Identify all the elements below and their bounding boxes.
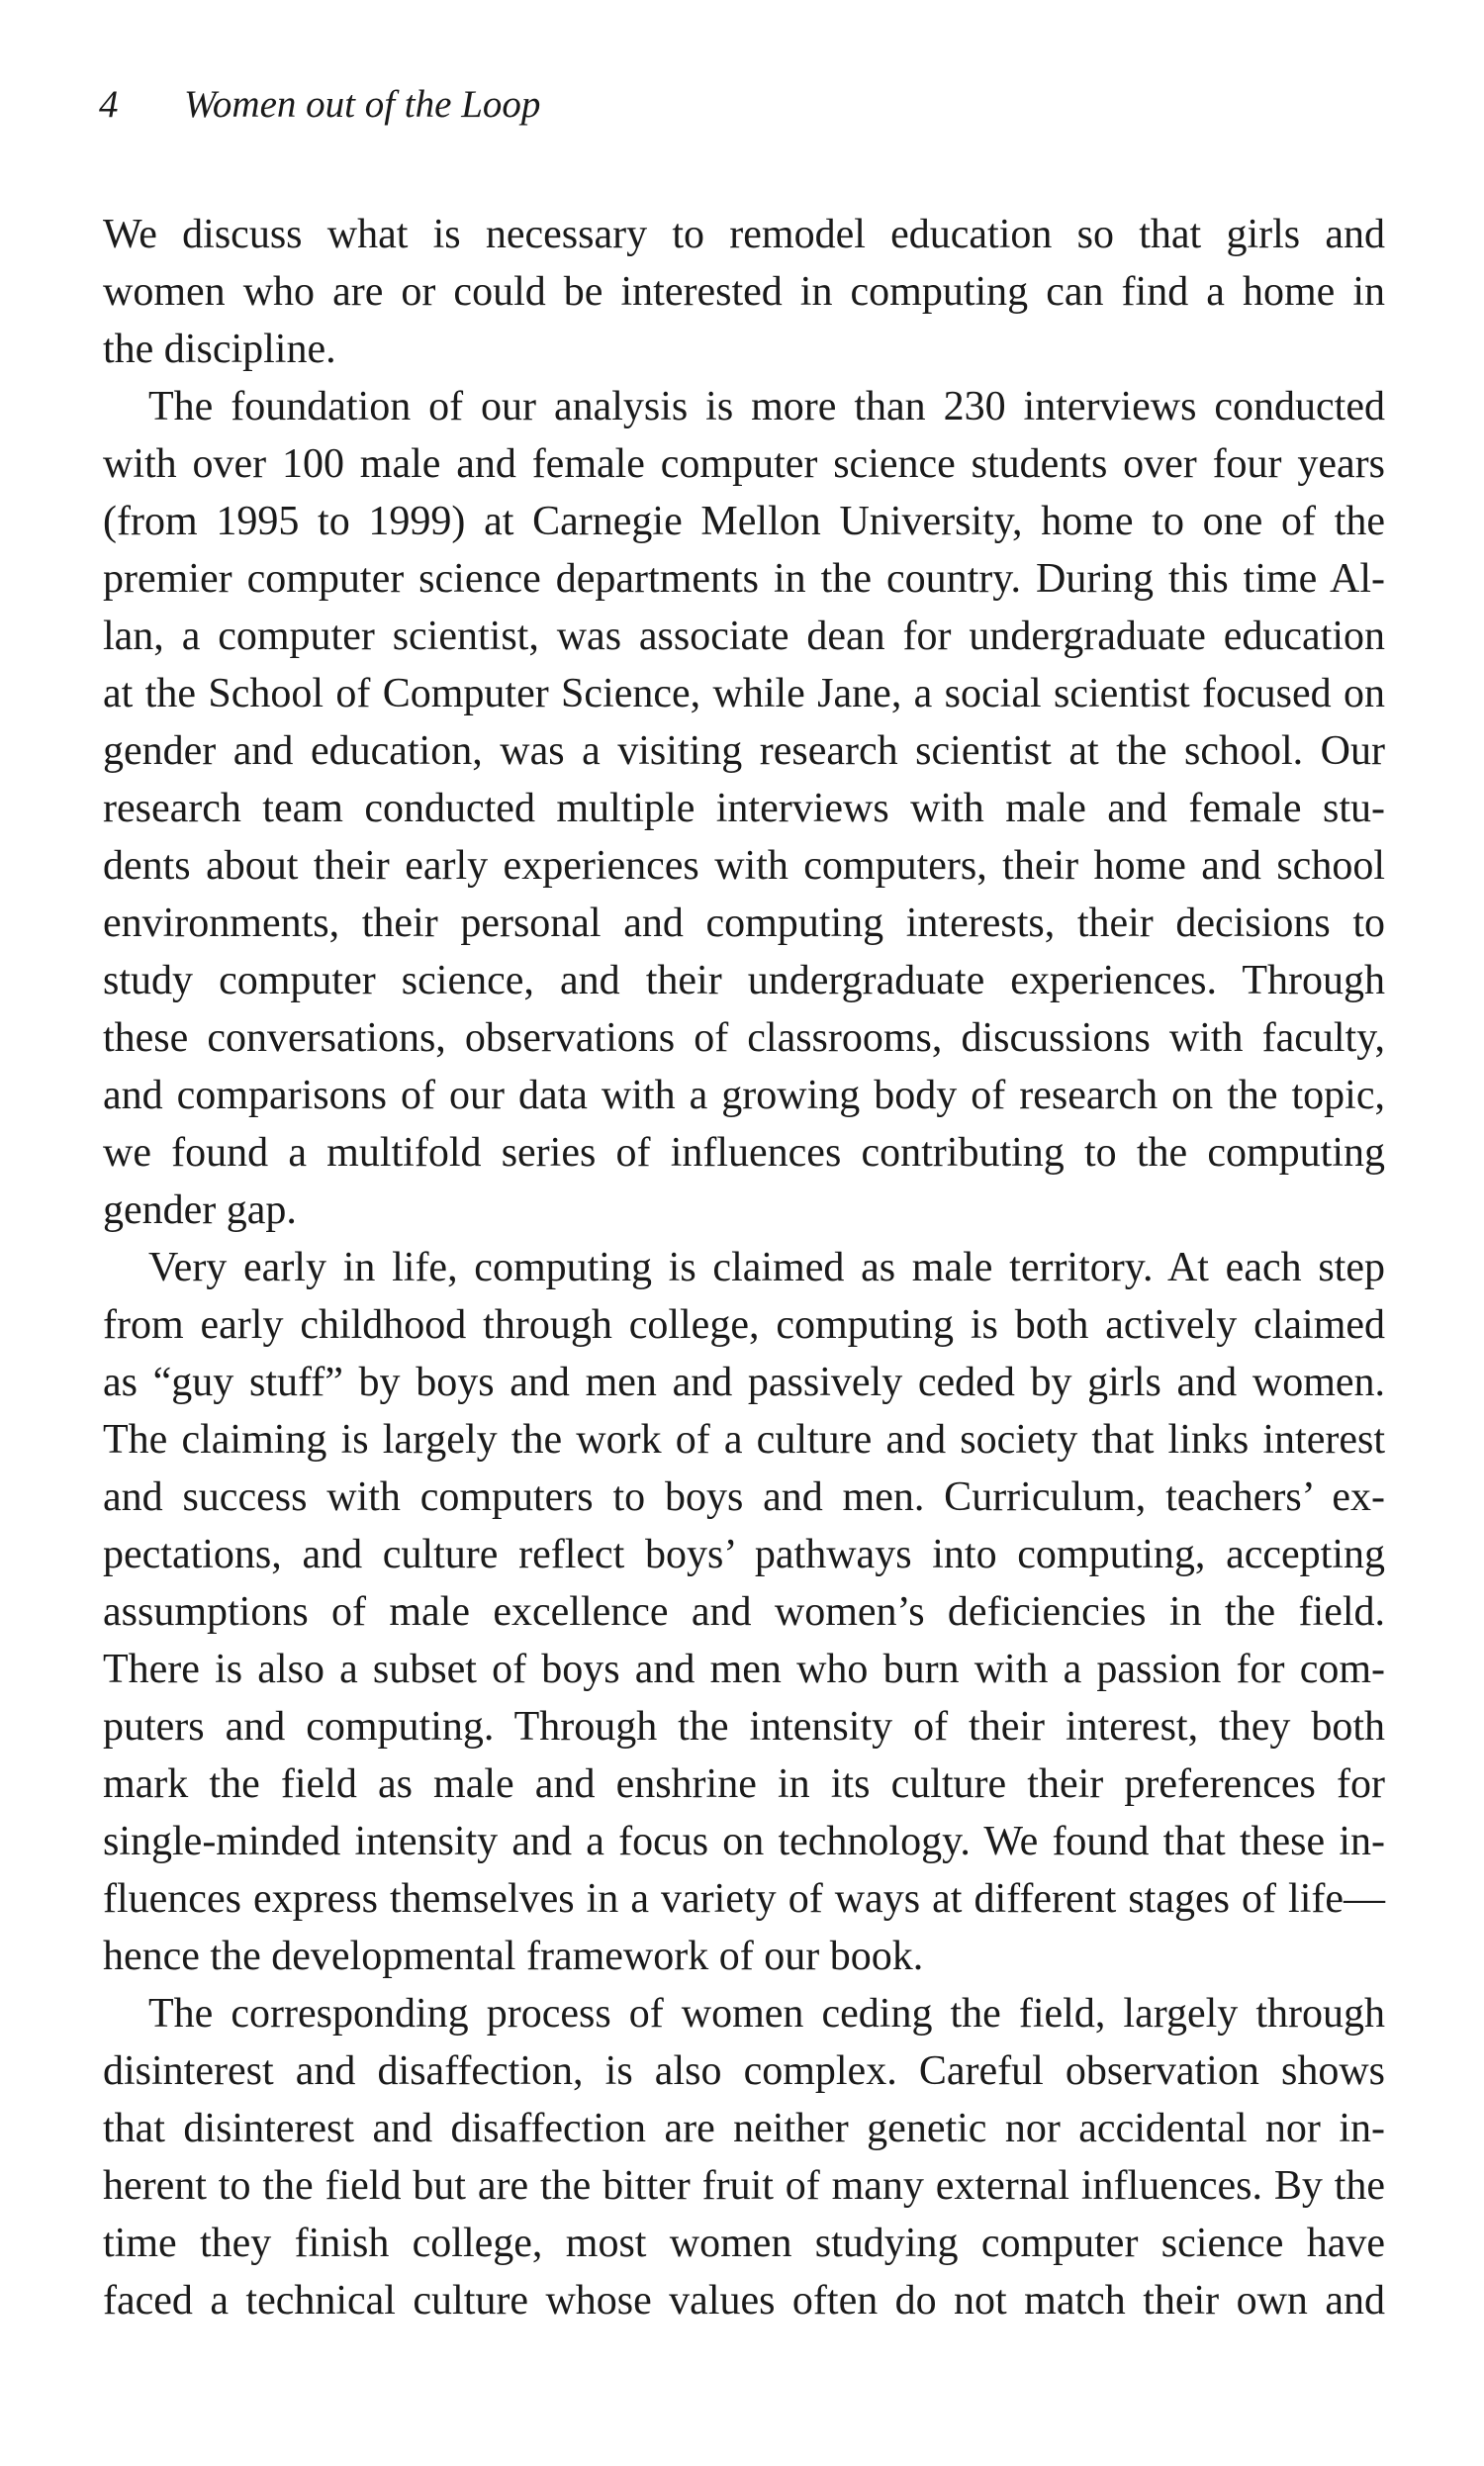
text-line: hence the developmental framework of our book. <box>103 1934 924 1979</box>
text-line: lan, a computer scientist, was associate dean for undergraduate education <box>103 614 1385 659</box>
text-line: environments, their personal and computing interests, their decisions to <box>103 901 1385 946</box>
text-line: puters and computing. Through the intensity of their interest, they both <box>103 1704 1385 1750</box>
text-line: We discuss what is necessary to remodel education so that girls and <box>103 212 1385 257</box>
text-line: and success with computers to boys and men. Curriculum, teachers’ ex- <box>103 1474 1385 1520</box>
text-line: study computer science, and their undergraduate experiences. Through <box>103 958 1385 1003</box>
paragraph <box>103 206 1385 378</box>
text-line: assumptions of male excellence and women’s deficiencies in the field. <box>103 1589 1385 1635</box>
text-line: gender and education, was a visiting research scientist at the school. Our <box>103 728 1385 774</box>
text-line: faced a technical culture whose values often do not match their own and <box>103 2278 1385 2324</box>
text-line: and comparisons of our data with a growing body of research on the topic, <box>103 1073 1385 1118</box>
text-line: The foundation of our analysis is more than 230 interviews conducted <box>148 384 1385 429</box>
page-number: 4 <box>99 83 119 126</box>
text-line: premier computer science departments in the country. During this time Al- <box>103 556 1385 602</box>
running-head <box>99 85 540 124</box>
text-line: with over 100 male and female computer science students over four years <box>103 441 1385 487</box>
text-line: pectations, and culture reflect boys’ pathways into computing, accepting <box>103 1532 1385 1577</box>
text-line: dents about their early experiences with computers, their home and school <box>103 843 1385 889</box>
paragraph <box>103 1239 1385 1985</box>
text-line: fluences express themselves in a variety of ways at different stages of life— <box>103 1876 1385 1922</box>
running-head-title: Women out of the Loop <box>184 83 541 126</box>
text-line: we found a multifold series of influences contributing to the computing <box>103 1130 1385 1176</box>
text-line: as “guy stuff” by boys and men and passively ceded by girls and women. <box>103 1360 1385 1405</box>
text-line: There is also a subset of boys and men who burn with a passion for com- <box>103 1647 1385 1692</box>
text-line: The claiming is largely the work of a culture and society that links interest <box>103 1417 1385 1463</box>
text-line: the discipline. <box>103 327 336 372</box>
text-line: gender gap. <box>103 1187 297 1233</box>
text-line: women who are or could be interested in computing can find a home in <box>103 269 1385 315</box>
text-line: that disinterest and disaffection are neither genetic nor accidental nor in- <box>103 2106 1385 2151</box>
text-line: at the School of Computer Science, while Jane, a social scientist focused on <box>103 671 1385 716</box>
text-line: Very early in life, computing is claimed as male territory. At each step <box>148 1245 1385 1290</box>
paragraph <box>103 378 1385 1239</box>
text-line: (from 1995 to 1999) at Carnegie Mellon University, home to one of the <box>103 499 1385 544</box>
text-line: these conversations, observations of classrooms, discussions with faculty, <box>103 1015 1385 1061</box>
text-line: research team conducted multiple interviews with male and female stu- <box>103 786 1385 831</box>
body-text <box>103 206 1385 2329</box>
paragraph <box>103 1985 1385 2329</box>
text-line: herent to the field but are the bitter fruit of many external influences. By the <box>103 2163 1385 2209</box>
text-line: The corresponding process of women ceding the field, largely through <box>148 1991 1385 2037</box>
text-line: single-minded intensity and a focus on technology. We found that these in- <box>103 1819 1385 1864</box>
text-line: disinterest and disaffection, is also complex. Careful observation shows <box>103 2048 1385 2094</box>
text-line: time they finish college, most women studying computer science have <box>103 2221 1385 2266</box>
text-line: mark the field as male and enshrine in its culture their preferences for <box>103 1761 1385 1807</box>
text-line: from early childhood through college, computing is both actively claimed <box>103 1302 1385 1348</box>
